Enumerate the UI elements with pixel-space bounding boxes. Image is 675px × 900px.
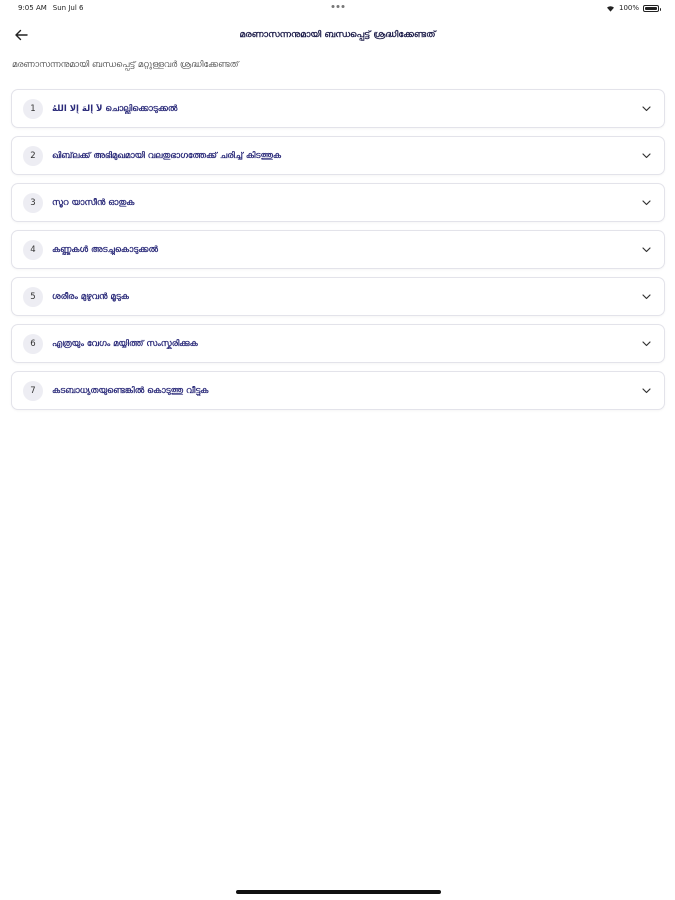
item-number-badge: 1	[23, 99, 43, 119]
status-left	[18, 4, 83, 12]
item-number-badge: 7	[23, 381, 43, 401]
chevron-down-icon[interactable]	[640, 338, 652, 350]
item-label: എത്രയും വേഗം മയ്യിത്ത് സംസ്കരിക്കുക	[52, 338, 198, 349]
page-title: മരണാസന്നനുമായി ബന്ധപ്പെട്ട് ശ്രദ്ധിക്കേണ്ടത്	[239, 30, 436, 40]
item-number-badge: 5	[23, 287, 43, 307]
item-label: കടബാധ്യതയുണ്ടെങ്കിൽ കൊടുത്തു വീട്ടുക	[52, 385, 209, 396]
accordion-item-6[interactable]	[11, 324, 665, 363]
item-number-badge: 2	[23, 146, 43, 166]
accordion-item-4[interactable]	[11, 230, 665, 269]
accordion-item-3[interactable]	[11, 183, 665, 222]
item-number-badge: 4	[23, 240, 43, 260]
item-label: സൂറ യാസീൻ ഓതുക	[52, 197, 135, 208]
chevron-down-icon[interactable]	[640, 244, 652, 256]
accordion-item-7[interactable]	[11, 371, 665, 410]
accordion-item-5[interactable]	[11, 277, 665, 316]
item-label: ഖിബ്‌ലക്ക് അഭിമുഖമായി വലതുഭാഗത്തേക്ക് ചരിച്ച് കിടത്തുക	[52, 150, 281, 161]
battery-percent: 100%	[618, 4, 639, 12]
back-button[interactable]	[10, 24, 32, 46]
status-time: 9:05 AM	[18, 4, 47, 12]
status-date: Sun Jul 6	[52, 4, 84, 12]
chevron-down-icon[interactable]	[640, 385, 652, 397]
item-label: കണ്ണുകൾ അടച്ചുകൊടുക്കൽ	[52, 244, 158, 255]
navigation-bar	[0, 22, 675, 48]
battery-icon	[643, 5, 659, 12]
item-number-badge: 3	[23, 193, 43, 213]
item-label: ﻻَ إِلَهَ إِلَّا اللهُ ചൊല്ലിക്കൊടുക്കൽ	[52, 103, 178, 114]
wifi-icon	[606, 5, 615, 12]
chevron-down-icon[interactable]	[640, 291, 652, 303]
chevron-down-icon[interactable]	[640, 150, 652, 162]
accordion-item-2[interactable]	[11, 136, 665, 175]
item-number-badge: 6	[23, 334, 43, 354]
chevron-down-icon[interactable]	[640, 197, 652, 209]
multitasking-dots-icon[interactable]	[331, 5, 344, 8]
home-indicator[interactable]	[236, 890, 441, 894]
item-label: ശരീരം മുഴുവൻ മൂടുക	[52, 291, 129, 302]
status-right	[606, 4, 659, 12]
accordion-item-1[interactable]	[11, 89, 665, 128]
section-subtitle: മരണാസന്നനുമായി ബന്ധപ്പെട്ട് മറ്റുള്ളവർ ശ്രദ്ധിക്കേണ്ടത്	[12, 60, 239, 70]
chevron-down-icon[interactable]	[640, 103, 652, 115]
status-bar	[0, 0, 675, 16]
arrow-left-icon	[14, 29, 28, 41]
instruction-list	[11, 89, 665, 418]
